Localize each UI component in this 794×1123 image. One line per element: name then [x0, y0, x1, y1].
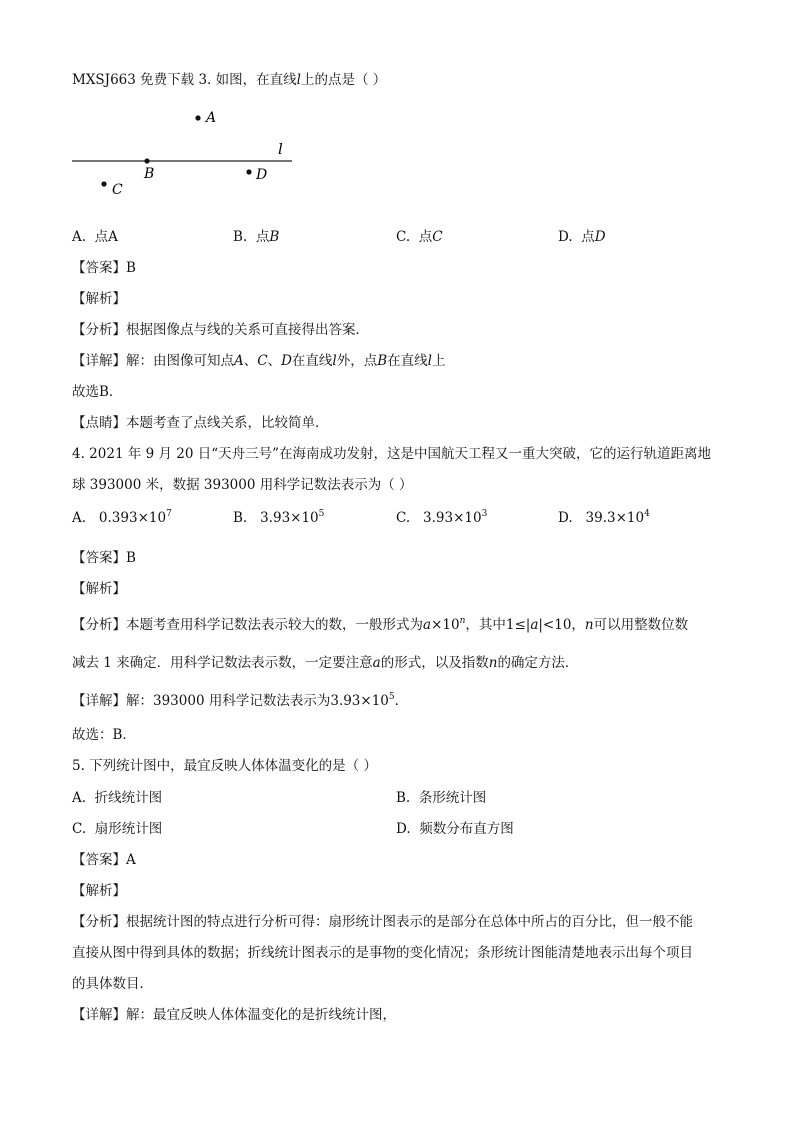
q4-option-a: A. $0.393\times 10^7$: [72, 509, 172, 526]
q4-option-c: C. $3.93\times 10^3$: [396, 509, 488, 526]
q3-fenxi: 【分析】根据图像点与线的关系可直接得出答案．: [72, 322, 369, 338]
q4-stem-line2: 球 393000 米，数据 393000 用科学记数法表示为（ ）: [72, 477, 413, 493]
q4-stem-line1: 4. 2021 年 9 月 20 日“天舟三号”在海南成功发射，这是中国航天工程又一重大突破，它的运行轨道距离地: [72, 446, 712, 462]
q4-xiangjie: 【详解】解：393000 用科学记数法表示为$3.93\times 10^5$．: [72, 692, 409, 709]
q3-option-b: B. 点B: [233, 229, 280, 245]
q5-fenxi-line3: 的具体数目．: [72, 976, 153, 992]
q4-fenxi-line2: 减去 1 来确定．用科学记数法表示数，一定要注意a的形式，以及指数n的确定方法．: [72, 655, 579, 671]
q4-option-b: B. $3.93\times 10^5$: [233, 509, 325, 526]
q4-analysis-tag: 【解析】: [72, 581, 126, 597]
q5-fenxi-line1: 【分析】根据统计图的特点进行分析可得：扇形统计图表示的是部分在总体中所占的百分比，但一般不能: [72, 914, 693, 930]
q3-analysis-tag: 【解析】: [72, 291, 126, 307]
q5-option-c: C. 扇形统计图: [72, 821, 163, 837]
q4-answer: 【答案】B: [72, 550, 136, 566]
q3-figure: [60, 100, 310, 205]
label-a: A: [206, 110, 217, 126]
q3-xiangjie: 【详解】解：由图像可知点A、C、D在直线l外，点B在直线l上: [72, 353, 446, 369]
label-b: B: [144, 166, 155, 182]
q3-option-c: C. 点C: [396, 229, 443, 245]
q5-xiangjie: 【详解】解：最宜反映人体体温变化的是折线统计图，: [72, 1007, 396, 1023]
point-c: [101, 181, 106, 186]
q5-stem: 5. 下列统计图中，最宜反映人体体温变化的是（ ）: [72, 758, 377, 774]
label-l: l: [278, 140, 283, 158]
q3-option-d: D. 点D: [558, 229, 606, 245]
q5-analysis-tag: 【解析】: [72, 883, 126, 899]
q3-dianjing: 【点睛】本题考查了点线关系，比较简单．: [72, 415, 329, 431]
question-number: 3.: [198, 72, 212, 88]
q4-option-d: D. $39.3\times 10^4$: [558, 509, 650, 526]
q5-answer: 【答案】A: [72, 852, 136, 868]
point-b: [144, 158, 149, 163]
point-d: [246, 169, 251, 174]
q3-option-a: A. 点A: [72, 229, 118, 245]
q3-answer: 【答案】B: [72, 260, 136, 276]
q4-conclusion: 故选：B．: [72, 727, 136, 743]
label-d: D: [256, 167, 268, 183]
header-watermark: MXSJ663 免费下载: [72, 72, 195, 88]
q3-stem: MXSJ663 免费下载 3. 如图，在直线l上的点是（ ）: [72, 72, 387, 88]
q3-conclusion: 故选B．: [72, 384, 123, 400]
label-c: C: [112, 182, 123, 198]
q4-fenxi-line1: 【分析】本题考查用科学记数法表示较大的数，一般形式为$a\times 10^n$，其中1≤|a|<10，n可以用整数位数: [72, 616, 689, 633]
q5-fenxi-line2: 直接从图中得到具体的数据；折线统计图表示的是事物的变化情况；条形统计图能清楚地表示出每个项目: [72, 945, 693, 961]
q5-option-b: B. 条形统计图: [396, 790, 487, 806]
point-a: [195, 115, 200, 120]
q5-option-a: A. 折线统计图: [72, 790, 163, 806]
q5-option-d: D. 频数分布直方图: [396, 821, 514, 837]
